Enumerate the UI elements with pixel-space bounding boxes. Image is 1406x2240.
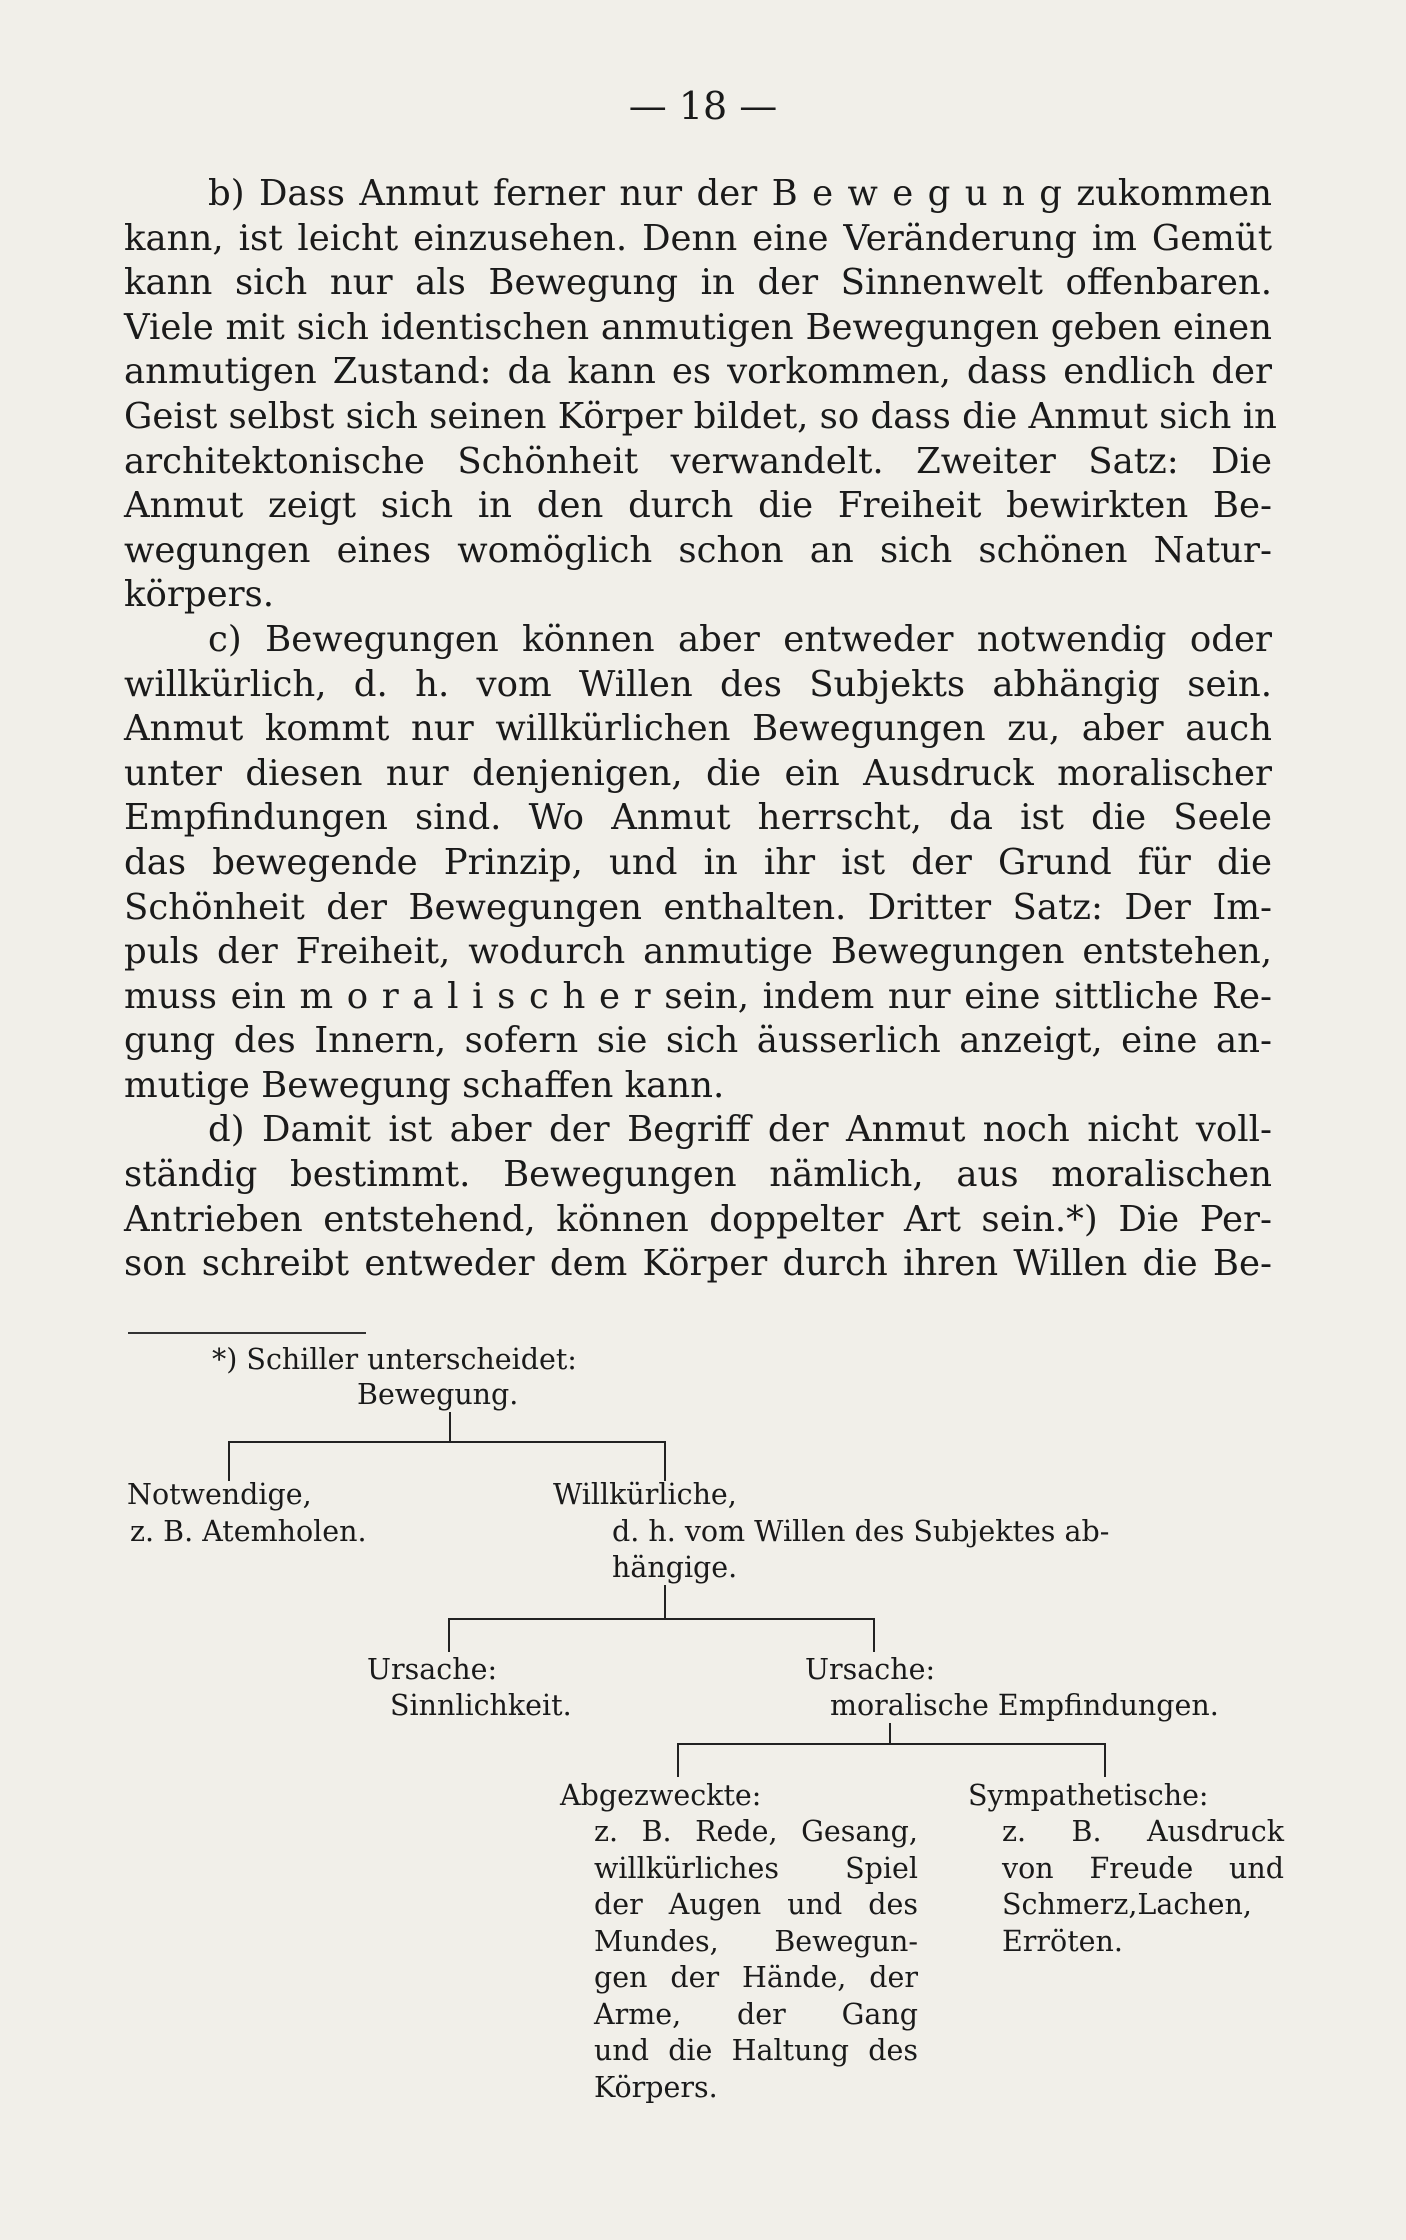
body-line: anmutigen Zustand: da kann es vorkommen, dass endlich der [124,351,1272,393]
tree-node-cause-left-title: Ursache: [367,1653,498,1686]
tree-node-sub-right-title: Sympathetische: [968,1779,1209,1812]
body-line: Viele mit sich identischen anmutigen Bewegungen geben einen [124,306,1272,348]
body-line: kann sich nur als Bewegung in der Sinnenwelt offenbaren. [124,262,1272,304]
body-line: b) Dass Anmut ferner nur der B e w e g u n g zukommen [208,173,1272,214]
body-line: architektonische Schönheit verwandelt. Zweiter Satz: Die [124,440,1272,482]
tree-connector [448,1618,874,1620]
footnote-divider [128,1332,366,1334]
tree-connector [449,1412,451,1442]
example-line: und die Haltung des [594,2034,918,2067]
body-line: c) Bewegungen können aber entweder notwendig oder [208,618,1272,660]
example-line: Schmerz,Lachen, [1002,1888,1252,1921]
tree-node-right-line: hängige. [612,1551,738,1584]
tree-node-left-title: Notwendige, [127,1478,312,1511]
body-line: Antrieben entstehend, können doppelter Art sein.*) Die Per- [124,1198,1272,1240]
body-line: kann, ist leicht einzusehen. Denn eine Veränderung im Gemüt [124,217,1272,259]
example-line: z. B. Ausdruck [1002,1815,1284,1848]
body-line: Empfindungen sind. Wo Anmut herrscht, da ist die Seele [124,797,1272,839]
tree-connector [677,1743,679,1777]
body-line: unter diesen nur denjenigen, die ein Ausdruck moralischer [124,752,1272,794]
body-line: willkürlich, d. h. vom Willen des Subjekts abhängig sein. [124,663,1272,705]
tree-connector [677,1743,1105,1745]
example-line: z. B. Rede, Gesang, [594,1815,918,1848]
tree-node-cause-right-title: Ursache: [805,1653,936,1686]
example-line: Körpers. [594,2070,718,2104]
tree-connector [889,1723,891,1743]
tree-node-left-example: z. B. Atemholen. [130,1515,367,1548]
body-line: gung des Innern, sofern sie sich äusserlich anzeigt, eine an- [124,1020,1272,1062]
tree-node-right-line: d. h. vom Willen des Subjektes ab- [612,1515,1110,1548]
tree-root: Bewegung. [357,1378,519,1411]
tree-node-sub-right-examples [1002,1814,1284,1960]
body-line: mutige Bewegung schaffen kann. [124,1064,725,1106]
tree-connector [664,1585,666,1619]
tree-node-right-title: Willkürliche, [553,1478,737,1511]
example-line: von Freude und [1002,1851,1284,1885]
tree-node-cause-left-value: Sinnlichkeit. [390,1689,572,1722]
body-text [124,172,1277,1287]
example-line: gen der Hände, der [594,1961,918,1994]
body-line: wegungen eines womöglich schon an sich schönen Natur- [124,529,1272,571]
body-line: ständig bestimmt. Bewegungen nämlich, aus moralischen [124,1154,1272,1196]
body-line: Anmut kommt nur willkürlichen Bewegungen zu, aber auch [124,708,1272,750]
example-line: Arme, der Gang [594,1997,918,2031]
body-line: körpers. [124,574,275,616]
body-line: das bewegende Prinzip, und in ihr ist der Grund für die [124,841,1272,883]
tree-connector [664,1441,666,1481]
body-line: Schönheit der Bewegungen enthalten. Dritter Satz: Der Im- [124,886,1272,928]
example-line: willkürliches Spiel [594,1851,918,1885]
tree-node-sub-left-title: Abgezweckte: [560,1779,762,1812]
body-line: d) Damit ist aber der Begriff der Anmut noch nicht voll- [208,1109,1272,1151]
body-line: muss ein m o r a l i s c h e r sein, indem nur eine sittliche Re- [124,975,1272,1017]
tree-connector [873,1618,875,1652]
tree-connector [448,1618,450,1652]
tree-connector [228,1441,665,1443]
body-line: puls der Freiheit, wodurch anmutige Bewegungen entstehen, [124,931,1272,973]
example-line: der Augen und des [594,1888,918,1921]
page-number: — 18 — [628,84,778,128]
example-line: Mundes, Bewegun- [594,1924,918,1958]
tree-connector [1104,1743,1106,1777]
body-line: Anmut zeigt sich in den durch die Freiheit bewirkten Be- [124,485,1272,527]
body-line: Geist selbst sich seinen Körper bildet, so dass die Anmut sich in [124,395,1277,437]
tree-node-cause-right-value: moralische Empfindungen. [830,1689,1219,1722]
footnote-intro: *) Schiller unterscheidet: [212,1343,577,1376]
tree-connector [228,1441,230,1481]
body-line: son schreibt entweder dem Körper durch ihren Willen die Be- [124,1243,1272,1285]
example-line: Erröten. [1002,1924,1123,1958]
tree-node-sub-left-examples [594,1814,918,2106]
